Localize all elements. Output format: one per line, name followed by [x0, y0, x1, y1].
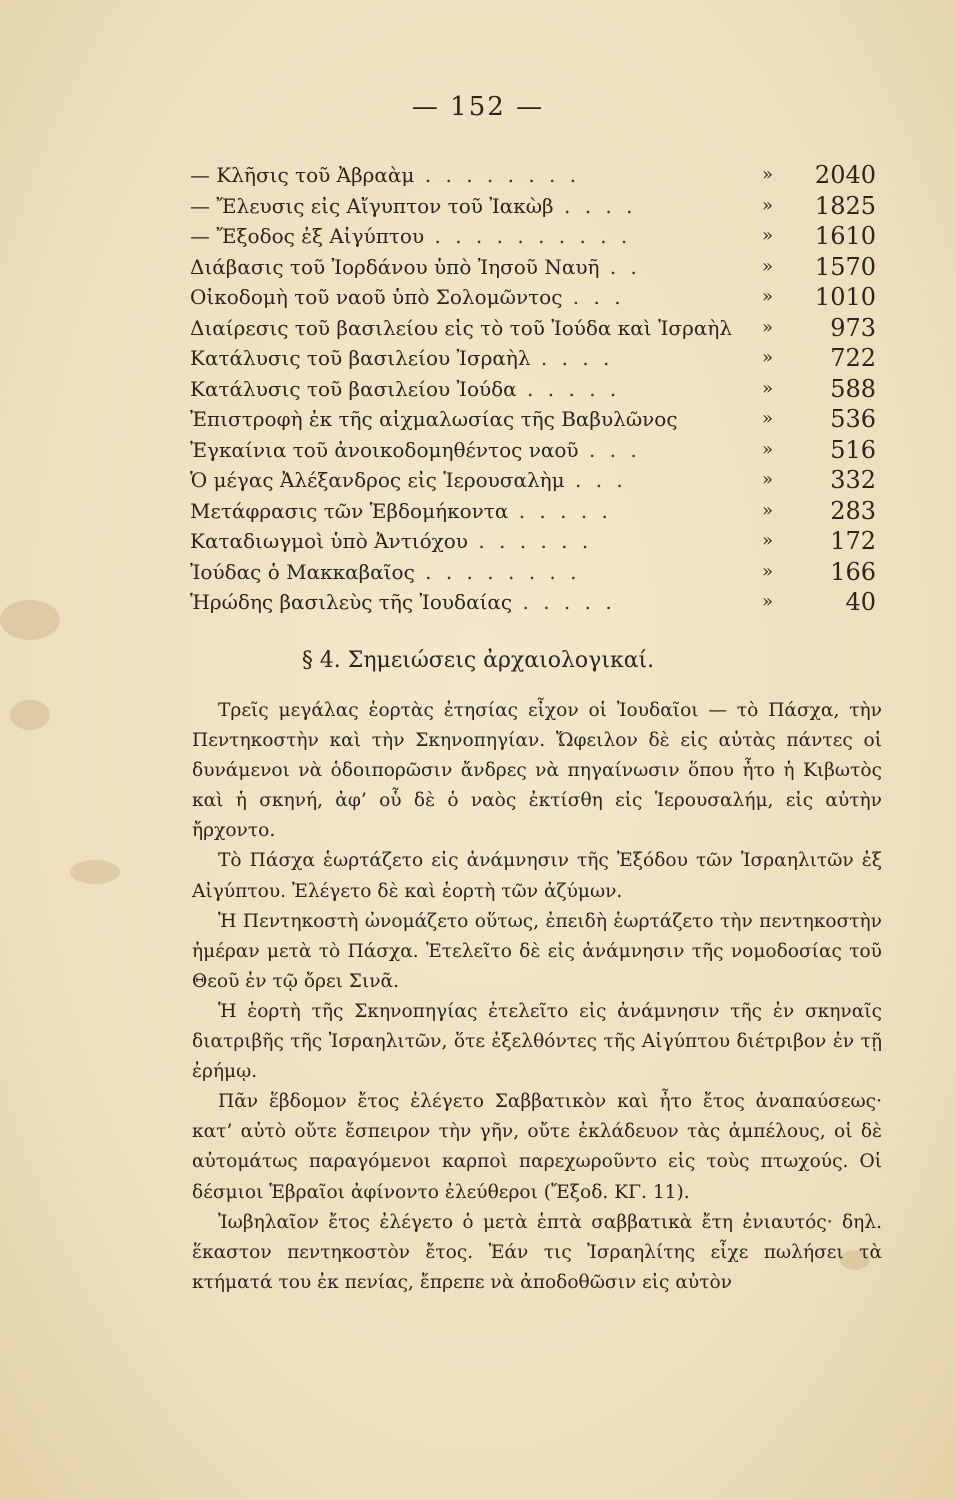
leader-dots: . . . . . . [467, 529, 593, 553]
leader-dots: . . . . . . . . . . [424, 224, 632, 248]
leader-dots: . . . . [530, 346, 614, 370]
row-year: 166 [830, 557, 876, 586]
chronology-row [190, 465, 890, 496]
paragraph: Ἡ Πεντηκοστὴ ὠνομάζετο οὕτως, ἐπειδὴ ἑωρτάζετο τὴν πεντηκοστὴν ἡμέραν μετὰ τὸ Πάσχα. Ἐτελεῖτο δὲ εἰς ἀνάμνησιν τῆς νομοδοσίας τοῦ Θεοῦ ἐν τῷ ὄρει Σινᾶ. [192, 910, 882, 992]
row-label: Ἐγκαίνια τοῦ ἀνοικοδομηθέντος ναοῦ [190, 437, 579, 462]
paragraph: Ἰωβηλαῖον ἔτος ἐλέγετο ὁ μετὰ ἑπτὰ σαββατικὰ ἔτη ἐνιαυτός· δηλ. ἕκαστον πεντηκοστὸν ἔτος. Ἐάν τις Ἰσραηλίτης εἶχε πωλήσει τὰ κτήματά του ἐκ πενίας, ἔπρεπε νὰ ἀποδοθῶσιν εἰς αὐτὸν [192, 1211, 882, 1293]
row-year: 172 [830, 527, 876, 555]
row-year: 1010 [814, 283, 876, 311]
chronology-row [190, 374, 890, 405]
chronology-row [190, 557, 890, 588]
chronology-row [190, 282, 890, 313]
row-label: Ἡρώδης βασιλεὺς τῆς Ἰουδαίας [190, 590, 513, 614]
body-text [192, 696, 882, 1298]
row-year: 1570 [814, 252, 876, 281]
page-number: — 152 — [411, 92, 545, 122]
row-label: — Ἔλευσις εἰς Αἴγυπτον τοῦ Ἰακὼβ [190, 193, 554, 218]
chronology-row [190, 404, 890, 435]
row-year: 588 [830, 374, 876, 403]
row-label: Μετάφρασις τῶν Ἑβδομήκοντα [190, 498, 509, 523]
stain [10, 700, 50, 730]
paragraph: Τὸ Πάσχα ἑωρτάζετο εἰς ἀνάμνησιν τῆς Ἐξόδου τῶν Ἰσραηλιτῶν ἐξ Αἰγύπτου. Ἐλέγετο δὲ καὶ ἑορτὴ τῶν ἀζύμων. [192, 850, 882, 902]
ditto-mark: » [762, 499, 774, 521]
chronology-row [190, 496, 890, 527]
leader-dots: . . . [578, 437, 641, 462]
ditto-mark: » [762, 530, 774, 551]
ditto-mark: » [762, 591, 774, 612]
row-label: Κατάλυσις τοῦ βασιλείου Ἰούδα [190, 376, 517, 401]
chronology-row [190, 435, 890, 466]
row-year: 1610 [814, 222, 876, 250]
leader-dots: . . . . . [508, 498, 612, 523]
row-label: Οἰκοδομὴ τοῦ ναοῦ ὑπὸ Σολομῶντος [190, 285, 563, 309]
ditto-mark: » [762, 347, 774, 368]
chronology-row [190, 191, 890, 222]
chronology-row [190, 313, 890, 344]
paragraph: Ἡ ἑορτὴ τῆς Σκηνοπηγίας ἐτελεῖτο εἰς ἀνάμνησιν τῆς ἐν σκηναῖς διατριβῆς τῆς Ἰσραηλιτῶν, ὅτε ἐξελθόντες τῆς Αἰγύπτου διέτριβον ἐν τῇ ἐρήμῳ. [192, 1000, 882, 1083]
chronology-row [190, 587, 890, 618]
leader-dots: . . [599, 254, 641, 279]
section-heading: § 4. Σημειώσεις ἀρχαιολογικαί. [301, 648, 655, 673]
row-label: Ἐπιστροφὴ ἐκ τῆς αἰχμαλωσίας τῆς Βαβυλῶνος [190, 407, 678, 431]
row-year: 283 [830, 496, 876, 525]
leader-dots: . . . [564, 468, 627, 492]
ditto-mark: » [762, 469, 774, 490]
row-year: 40 [845, 588, 876, 616]
row-label: Διάβασις τοῦ Ἰορδάνου ὑπὸ Ἰησοῦ Ναυῆ [190, 254, 600, 279]
leader-dots: . . . . . . . . [414, 559, 581, 584]
row-year: 973 [830, 313, 876, 342]
chronology-row [190, 343, 890, 374]
leader-dots: . . . [562, 285, 625, 309]
leader-dots: . . . . . [512, 590, 616, 614]
stain [0, 600, 60, 640]
ditto-mark: » [762, 377, 774, 399]
ditto-mark: » [762, 316, 774, 338]
ditto-mark: » [762, 225, 774, 246]
ditto-mark: » [762, 408, 774, 429]
leader-dots: . . . . . [516, 376, 621, 401]
row-label: Καταδιωγμοὶ ὑπὸ Ἀντιόχου [190, 529, 468, 553]
row-year: 2040 [814, 161, 876, 189]
chronology-row [190, 221, 890, 252]
row-label: Κατάλυσις τοῦ βασιλείου Ἰσραὴλ [190, 346, 531, 370]
ditto-mark: » [762, 286, 774, 307]
chronology-row [190, 252, 890, 283]
ditto-mark: » [762, 194, 774, 216]
row-label: Ἰούδας ὁ Μακκαβαῖος [190, 559, 415, 584]
leader-dots: . . . . [553, 193, 637, 218]
stain [70, 860, 120, 884]
chronology-table [190, 160, 890, 618]
ditto-mark: » [762, 255, 774, 277]
ditto-mark: » [762, 164, 774, 185]
ditto-mark: » [762, 438, 774, 460]
row-label: — Ἔξοδος ἐξ Αἰγύπτου [190, 224, 425, 248]
row-year: 332 [830, 466, 876, 494]
row-label: — Κλῆσις τοῦ Ἀβραὰμ [190, 163, 415, 187]
row-label: Διαίρεσις τοῦ βασιλείου εἰς τὸ τοῦ Ἰούδα καὶ Ἰσραὴλ [190, 315, 732, 340]
chronology-row [190, 160, 890, 191]
row-label: Ὁ μέγας Ἀλέξανδρος εἰς Ἱερουσαλὴμ [190, 468, 565, 492]
paragraph: Τρεῖς μεγάλας ἑορτὰς ἐτησίας εἶχον οἱ Ἰουδαῖοι — τὸ Πάσχα, τὴν Πεντηκοστὴν καὶ τὴν Σκηνοπηγίαν. Ὤφειλον δὲ εἰς αὐτὰς πάντες οἱ δυνάμενοι νὰ ὁδοιπορῶσιν ἄνδρες νὰ πηγαίνωσιν ὅπου ἦτο ἡ Κιβωτὸς καὶ ἡ σκηνή, ἀφ’ οὗ δὲ ὁ ναὸς ἐκτίσθη εἰς Ἱερουσαλήμ, εἰς αὐτὴν ἤρχοντο. [192, 700, 882, 842]
row-year: 1825 [814, 191, 876, 220]
row-year: 516 [830, 435, 876, 464]
row-year: 722 [830, 344, 876, 372]
ditto-mark: » [762, 560, 774, 582]
chronology-row [190, 526, 890, 557]
row-year: 536 [830, 405, 876, 433]
leader-dots: . . . . . . . . [414, 163, 581, 187]
paragraph: Πᾶν ἕβδομον ἔτος ἐλέγετο Σαββατικὸν καὶ ἦτο ἔτος ἀναπαύσεως· κατ’ αὐτὸ οὔτε ἔσπειρον τὴν γῆν, οὔτε ἐκλάδευον τὰς ἀμπέλους, οἱ δὲ αὐτομάτως παραγόμενοι καρποὶ παρεχωροῦντο εἰς τοὺς πτωχούς. Οἱ δέσμιοι Ἑβραῖοι ἀφίνοντο ἐλεύθεροι (Ἔξοδ. ΚΓ. 11). [192, 1091, 882, 1203]
